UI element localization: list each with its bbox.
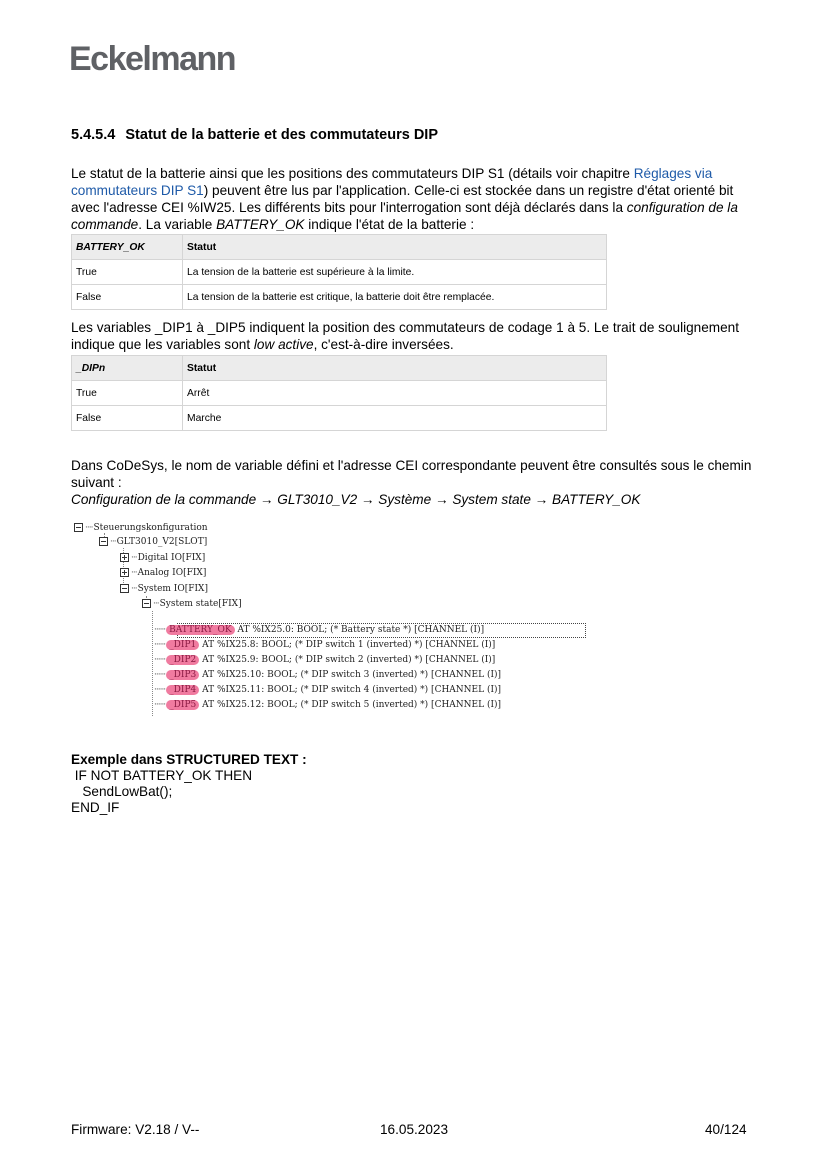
tree-var-dip1[interactable]: ······ _DIP1 AT %IX25.8: BOOL; (* DIP switch 1 (inverted) *) [CHANNEL (I)] xyxy=(154,640,496,650)
section-title: Statut de la batterie et des commutateurs DIP xyxy=(125,127,439,143)
table-cell: False xyxy=(72,406,183,431)
tree-node-system-io[interactable]: ···System IO[FIX] xyxy=(120,584,208,595)
code-example xyxy=(71,752,307,816)
intro-text-1: Le statut de la batterie ainsi que les positions des commutateurs DIP S1 (détails voir chapitre xyxy=(71,166,634,181)
var-name-highlight: _DIP2 xyxy=(166,655,199,665)
var-name-highlight: BATTERY_OK xyxy=(166,625,234,635)
configuration-tree xyxy=(74,521,594,721)
table-row xyxy=(72,260,607,285)
footer-date: 16.05.2023 xyxy=(380,1122,449,1137)
table-header-cell: Statut xyxy=(183,356,607,381)
footer-page-number: 40/124 xyxy=(705,1122,747,1137)
table-header-cell: BATTERY_OK xyxy=(72,235,183,260)
dip-text-2: , c'est-à-dire inversées. xyxy=(313,337,454,352)
section-heading xyxy=(71,127,438,143)
footer-firmware: Firmware: V2.18 / V-- xyxy=(71,1122,200,1137)
code-line: IF NOT BATTERY_OK THEN xyxy=(71,768,253,783)
table-header-row xyxy=(72,356,607,381)
table-header-cell: Statut xyxy=(183,235,607,260)
collapse-icon[interactable] xyxy=(74,523,83,532)
dip-emphasis: low active xyxy=(253,337,314,352)
tree-node-root[interactable]: ····Steuerungskonfiguration xyxy=(74,523,208,534)
var-name-highlight: _DIP3 xyxy=(166,670,199,680)
tree-node-analog-io[interactable]: ···Analog IO[FIX] xyxy=(120,568,206,579)
table-cell: Marche xyxy=(183,406,607,431)
table-cell: True xyxy=(72,260,183,285)
eckelmann-logo: Eckelmann xyxy=(69,40,236,78)
tree-var-dip5[interactable]: ······ _DIP5 AT %IX25.12: BOOL; (* DIP switch 5 (inverted) *) [CHANNEL (I)] xyxy=(154,700,502,710)
tree-node-slot[interactable]: ···GLT3010_V2[SLOT] xyxy=(99,537,207,548)
dip-settings-link[interactable]: Réglages via commutateurs DIP S1 xyxy=(71,166,713,198)
table-cell: Arrêt xyxy=(183,381,607,406)
table-cell: La tension de la batterie est critique, la batterie doit être remplacée. xyxy=(183,285,607,310)
table-cell: True xyxy=(72,381,183,406)
var-name-highlight: _DIP4 xyxy=(166,685,199,695)
collapse-icon[interactable] xyxy=(142,599,151,608)
tree-var-dip2[interactable]: ······ _DIP2 AT %IX25.9: BOOL; (* DIP switch 2 (inverted) *) [CHANNEL (I)] xyxy=(154,655,496,665)
table-header-row xyxy=(72,235,607,260)
table-header-cell: _DIPn xyxy=(72,356,183,381)
table-row xyxy=(72,285,607,310)
intro-paragraph xyxy=(71,165,761,233)
battery-status-table xyxy=(71,234,607,310)
table-cell: La tension de la batterie est supérieure à la limite. xyxy=(183,260,607,285)
codesys-path: Configuration de la commande → GLT3010_V2 → Système → System state → BATTERY_OK xyxy=(71,492,641,507)
code-line: END_IF xyxy=(71,800,120,815)
section-number: 5.4.5.4 xyxy=(71,127,116,143)
expand-icon[interactable] xyxy=(120,553,129,562)
table-row xyxy=(72,381,607,406)
codesys-text: Dans CoDeSys, le nom de variable défini et l'adresse CEI correspondante peuvent être consultés sous le chemin suivant : xyxy=(71,458,752,490)
intro-text-4: indique l'état de la batterie : xyxy=(304,217,475,232)
table-cell: False xyxy=(72,285,183,310)
intro-text-3: . La variable xyxy=(138,217,217,232)
tree-var-dip4[interactable]: ······ _DIP4 AT %IX25.11: BOOL; (* DIP switch 4 (inverted) *) [CHANNEL (I)] xyxy=(154,685,502,695)
dip-text-1: Les variables _DIP1 à _DIP5 indiquent la position des commutateurs de codage 1 à 5. Le trait de soulignement indique que les variables sont xyxy=(71,320,740,352)
intro-emphasis-battery: BATTERY_OK xyxy=(216,217,305,232)
example-title: Exemple dans STRUCTURED TEXT : xyxy=(71,752,307,767)
table-row xyxy=(72,406,607,431)
var-name-highlight: _DIP5 xyxy=(166,700,199,710)
dip-paragraph xyxy=(71,319,761,353)
expand-icon[interactable] xyxy=(120,568,129,577)
collapse-icon[interactable] xyxy=(120,584,129,593)
collapse-icon[interactable] xyxy=(99,537,108,546)
intro-emphasis-config: configuration de la commande xyxy=(71,200,738,232)
tree-var-battery-ok[interactable]: ······ BATTERY_OK AT %IX25.0: BOOL; (* Battery state *) [CHANNEL (I)] xyxy=(154,625,485,635)
dip-status-table xyxy=(71,355,607,431)
codesys-paragraph xyxy=(71,457,761,508)
tree-node-digital-io[interactable]: ···Digital IO[FIX] xyxy=(120,553,205,564)
code-line: SendLowBat(); xyxy=(71,784,173,799)
tree-node-system-state[interactable]: ···System state[FIX] xyxy=(142,599,242,610)
intro-text-2: ) peuvent être lus par l'application. Celle-ci est stockée dans un registre d'état orienté bit avec l'adresse CEI %IW25. Les différents bits pour l'interrogation sont déjà déclarés dans la xyxy=(71,183,734,215)
var-name-highlight: _DIP1 xyxy=(166,640,199,650)
tree-var-dip3[interactable]: ······ _DIP3 AT %IX25.10: BOOL; (* DIP switch 3 (inverted) *) [CHANNEL (I)] xyxy=(154,670,502,680)
